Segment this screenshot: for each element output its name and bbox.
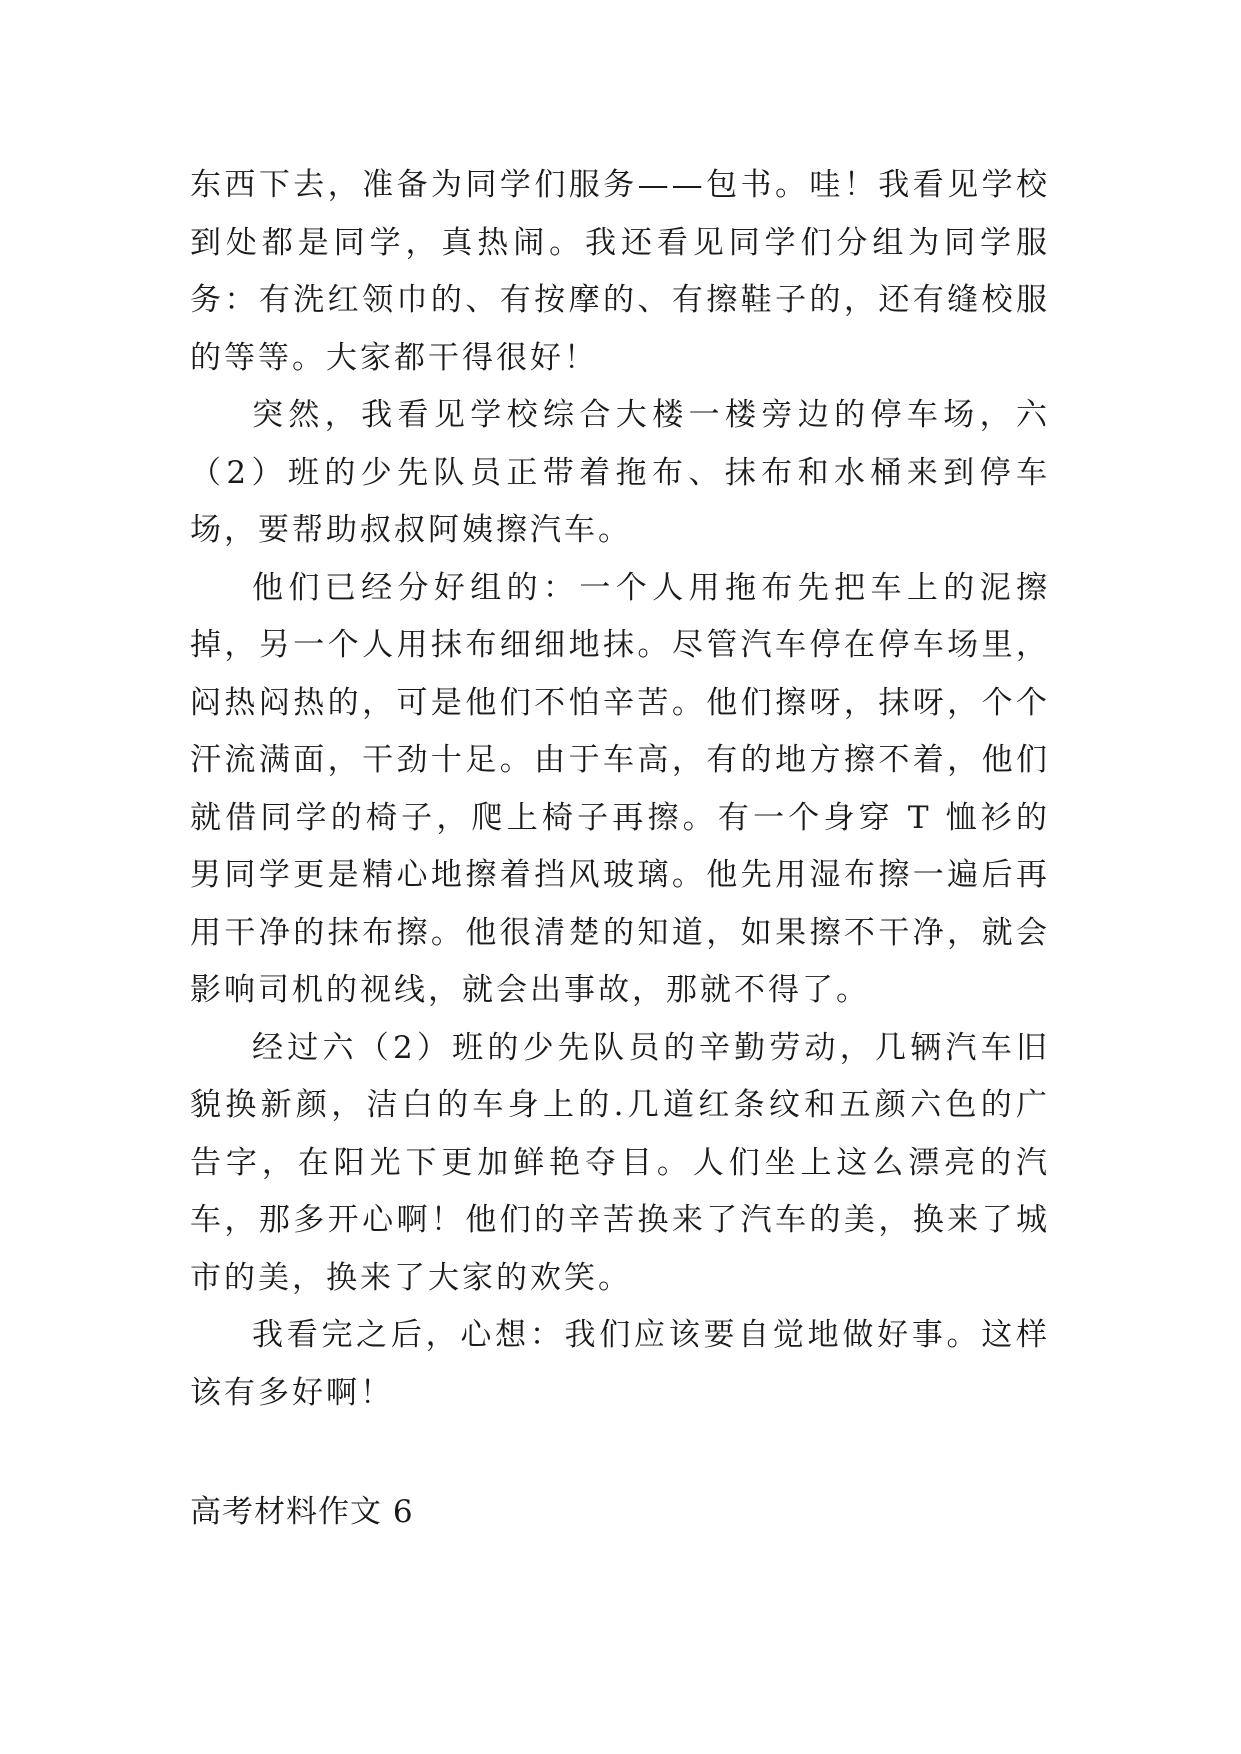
paragraph-3: 他们已经分好组的：一个人用拖布先把车上的泥擦掉，另一个人用抹布细细地抹。尽管汽车停在停车场里，闷热闷热的，可是他们不怕辛苦。他们擦呀，抹呀，个个汗流满面，干劲十足。由于车高，有的地方擦不着，他们就借同学的椅子，爬上椅子再擦。有一个身穿 T 恤衫的男同学更是精心地擦着挡风玻璃。他先用湿布擦一遍后再用干净的抹布擦。他很清楚的知道，如果擦不干净，就会影响司机的视线，就会出事故，那就不得了。	[190, 569, 1050, 1008]
paragraph-5: 我看完之后，心想：我们应该要自觉地做好事。这样该有多好啊！	[190, 1317, 1050, 1411]
section-heading: 高考材料作文 6	[190, 1494, 414, 1530]
paragraph-4: 经过六（2）班的少先队员的辛勤劳动，几辆汽车旧貌换新颜，洁白的车身上的.几道红条纹和五颜六色的广告字，在阳光下更加鲜艳夺目。人们坐上这么漂亮的汽车，那多开心啊！他们的辛苦换来了汽车的美，换来了城市的美，换来了大家的欢笑。	[190, 1029, 1050, 1296]
paragraph-2: 突然，我看见学校综合大楼一楼旁边的停车场，六（2）班的少先队员正带着拖布、抹布和水桶来到停车场，要帮助叔叔阿姨擦汽车。	[190, 397, 1050, 548]
section-spacer	[190, 1422, 1050, 1484]
document-body	[190, 157, 1050, 1542]
paragraph-1: 东西下去，准备为同学们服务——包书。哇！我看见学校到处都是同学，真热闹。我还看见同学们分组为同学服务：有洗红领巾的、有按摩的、有擦鞋子的，还有缝校服的等等。大家都干得很好！	[190, 167, 1050, 376]
